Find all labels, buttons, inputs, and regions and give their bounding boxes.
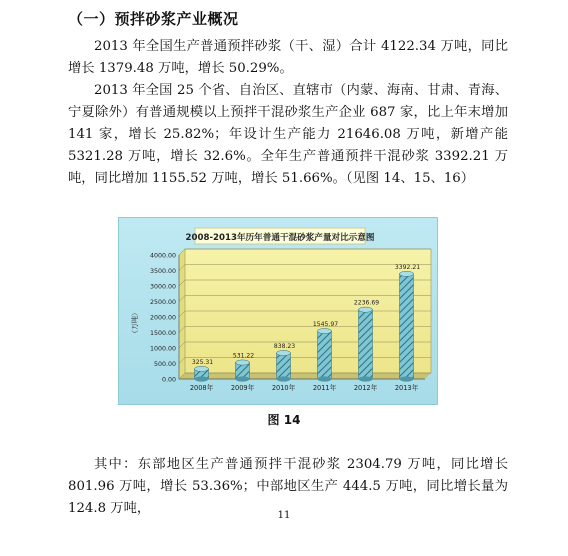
bar-top [236,360,250,365]
bar-top [359,307,373,312]
bar-chart [118,217,438,405]
y-tick-label: 500.00 [153,361,176,368]
figure-caption: 图 14 [267,413,301,427]
bar-top [318,328,332,333]
data-label: 325.31 [191,358,214,366]
data-label: 3392.21 [394,263,421,271]
bar [277,353,291,379]
page-number: 11 [277,510,291,521]
chart-title: 2008-2013年历年普通干混砂浆产量对比示意图 [185,233,375,243]
bar-base [195,376,209,381]
data-label: 838.23 [273,343,296,351]
data-label: 2236.69 [353,299,380,307]
x-tick-label: 2013年 [394,384,419,392]
bar-base [318,376,332,381]
bar-base [400,376,414,381]
y-tick-label: 2500.00 [149,299,176,306]
bar-top [277,350,291,355]
plot-floor [179,373,431,379]
bar-base [359,376,373,381]
paragraph-enterprises: 2013 年全国 25 个省、自治区、直辖市（内蒙、海南、甘肃、青海、宁夏除外）有普通规模以上预拌干混砂浆生产企业 687 家，比上年末增加 141 家，增长 25.82%；年设计生产能力 21646.08 万吨，新增产能 5321.28 万吨，增长 32.6%。全年生产普通预拌干混砂浆 3392.21 万吨，同比增加 1155.52 万吨，增长 51.66%。（见图 14、15、16） [68,83,508,186]
paragraph-total-output: 2013 年全国生产普通预拌砂浆（干、湿）合计 4122.34 万吨，同比增长 1379.48 万吨，增长 50.29%。 [68,39,508,76]
x-tick-label: 2009年 [230,384,255,392]
chart-ylabel: （万吨） [131,309,139,337]
section-heading: （一）预拌砂浆产业概况 [68,10,239,28]
y-tick-label: 4000.00 [149,252,176,260]
y-tick-label: 2000.00 [149,314,176,322]
x-tick-label: 2012年 [353,384,378,392]
y-tick-label: 3500.00 [149,268,176,275]
paragraph-regional: 其中：东部地区生产普通预拌干混砂浆 2304.79 万吨，同比增长 801.96 万吨，增长 53.36%；中部地区生产 444.5 万吨，同比增长量为 124.8 万吨， [68,457,508,516]
bar-base [236,376,250,381]
x-tick-label: 2008年 [189,384,214,392]
y-tick-label: 3000.00 [149,283,176,291]
data-label: 1545.97 [312,321,339,329]
y-tick-label: 0.00 [161,376,176,384]
chart-svg [119,218,437,404]
bar-top [400,271,414,276]
y-tick-label: 1000.00 [149,345,176,353]
x-tick-label: 2011年 [312,384,337,392]
x-tick-label: 2010年 [271,384,296,392]
data-label: 531.22 [232,352,255,360]
bar-base [277,376,291,381]
bar-top [195,366,209,371]
y-tick-label: 1500.00 [149,330,176,337]
bar [359,310,373,379]
bar [318,331,332,379]
bar [400,274,414,379]
